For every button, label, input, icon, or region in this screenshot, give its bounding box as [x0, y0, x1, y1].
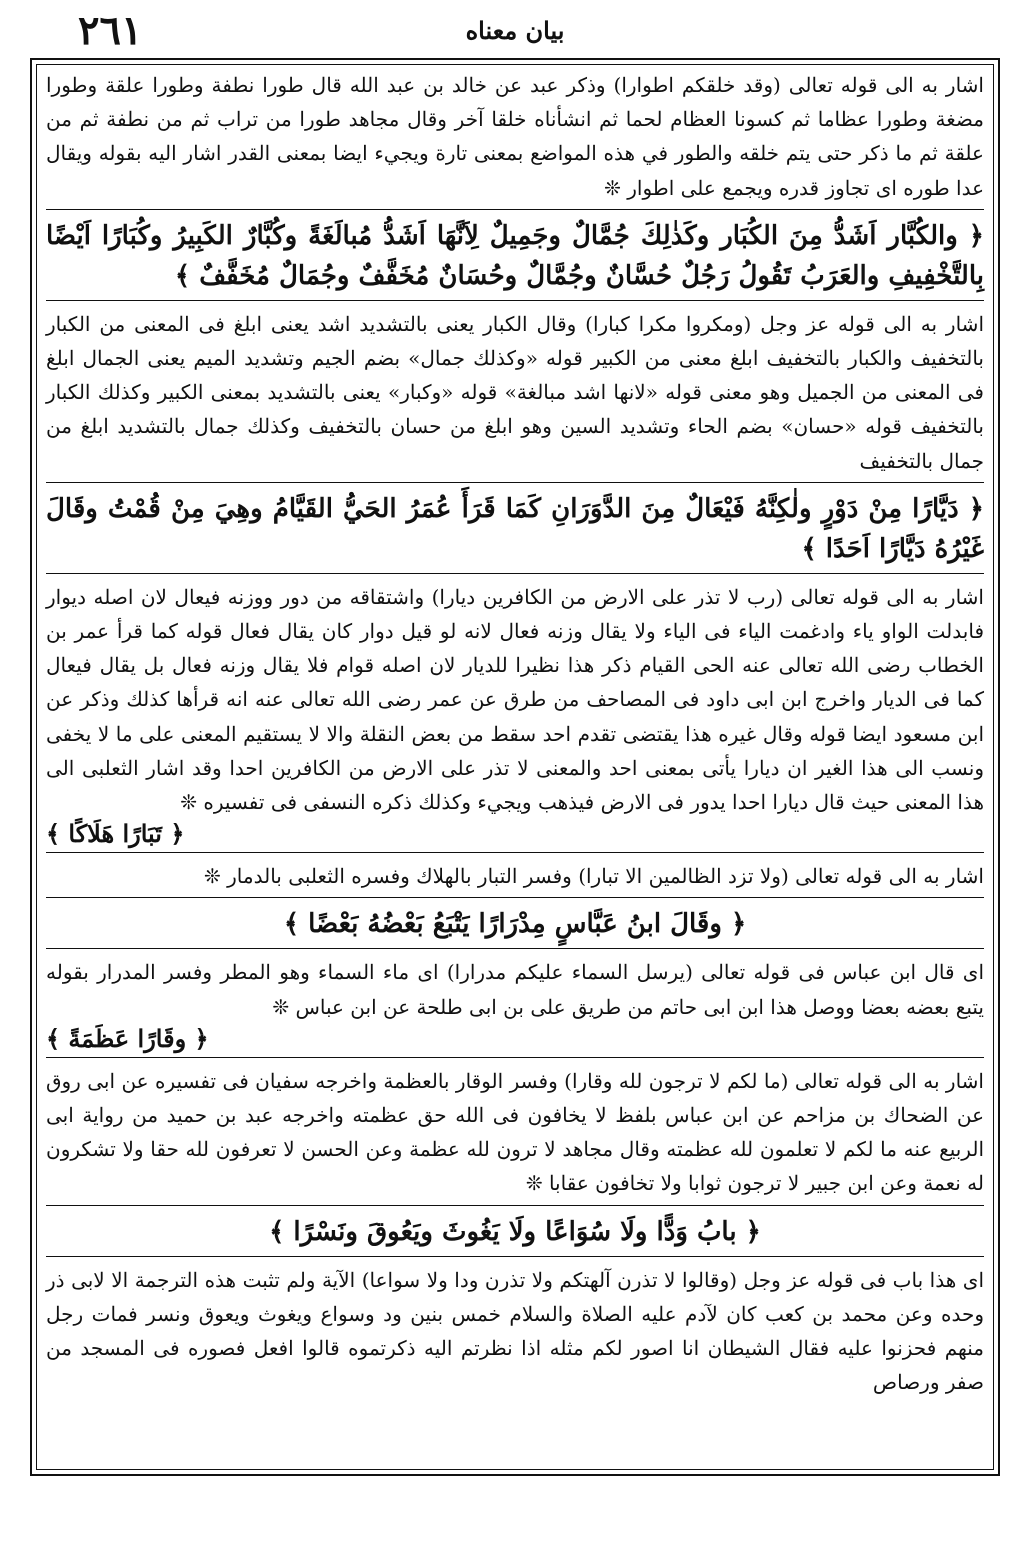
quoted-text: ﴿ دَيَّارًا مِنْ دَوْرٍ ولٰكِنَّهُ فَيْعَالٌ مِنَ الدَّوَرَانِ كَمَا قَرَأَ عُمَرُ الحَيُّ القَيَّامُ وهِيَ مِنْ قُمْتُ وقَالَ غَيْرُهُ دَيَّارًا اَحَدًا ﴾ — [46, 493, 984, 564]
inline-quote-row — [46, 819, 984, 848]
section-divider — [46, 897, 984, 898]
running-title: بيان معناه — [465, 16, 565, 45]
commentary-paragraph: اشار به الى قوله تعالى (وقد خلقكم اطوارا) وذكر عبد عن خالد بن عبد الله قال طورا نطفة وطورا علقة وطورا مضغة وطورا عظاما ثم كسونا العظام لحما ثم انشأناه خلقا آخر وقال مجاهد طورا من تراب ثم من نطفة ثم من علقة ثم ما ذكر حتى يتم خلقه والطور في هذه المواضع بمعنى تارة ويجيء ايضا بمعنى القدر اشار اليه بقوله ويقال عدا طوره اى تجاوز قدره ويجمع على اطوار ❊ — [46, 73, 984, 200]
section-divider — [46, 1057, 984, 1058]
section-divider — [46, 209, 984, 210]
section-divider — [46, 300, 984, 301]
commentary-paragraph: اى قال ابن عباس فى قوله تعالى (يرسل السماء عليكم مدرارا) اى ماء السماء وهو المطر وفسر المدرار بقوله يتبع بعضه بعضا ووصل هذا ابن ابى حاتم من طريق على بن ابى طلحة عن ابن عباس ❊ — [46, 960, 984, 1019]
commentary-with-quote — [46, 580, 984, 819]
section-divider — [46, 1205, 984, 1206]
section-divider — [46, 1256, 984, 1257]
inline-quoted-text: ﴿ تَبَارًا هَلَاكًا ﴾ — [46, 819, 185, 849]
page-number: ٢٦١ — [78, 7, 143, 54]
quoted-text: ﴿ وقَالَ ابنُ عَبَّاسٍ مِدْرَارًا يَتْبَعُ بَعْضُهُ بَعْضًا ﴾ — [283, 909, 747, 940]
commentary-paragraph: اى هذا باب فى قوله عز وجل (وقالوا لا تذرن آلهتكم ولا تذرن ودا ولا سواعا) الآية ولم تثبت هذه الترجمة الا لابى ذر وحده وعن محمد بن كعب كان لآدم عليه الصلاة والسلام خمس بنين ود وسواع ويغوث ويعوق ونسر فمات رجل منهم فحزنوا عليه فقال الشيطان انا اصور لكم مثله اذا نظرتم اليه ذكرتموه قالوا افعل فصوره فى المسجد من صفر ورصاص — [46, 1267, 984, 1395]
section-divider — [46, 482, 984, 483]
page-header — [30, 7, 1000, 54]
commentary-paragraph: اشار به الى قوله تعالى (رب لا تذر على الارض من الكافرين ديارا) واشتقاقه من دور ووزنه فيعال لان اصله ديوار فابدلت الواو ياء وادغمت الياء فى الياء ولا يقال وزنه فعال لانه لو قيل دوار كان يقال فعال قوله كما قرأ عمر بن الخطاب رضى الله تعالى عنه الحى القيام ذكر هذا نظيرا للديار لان اصله قوام فلا يقال وزنه فعال بل يقال فيعال كما فى الديار واخرج ابن ابى داود فى المصاحف من طرق عن عمر رضى الله تعالى عنه انه قرأها كذلك وذكر عن ابن مسعود ايضا قوله وقال غيره هذا يقتضى تقدم احد سقط من بعض النقلة والا لا يستقيم المعنى على ما لا يخفى ونسب الى هذا الغير ان ديارا يأتى بمعنى احد والمعنى لا تذر على الارض من الكافرين احدا وقد اشار الثعلبى الى هذا المعنى حيث قال ديارا احدا يدور فى الارض فيذهب ويجيء وكذلك ذكره النسفى فى تفسيره ❊ — [46, 584, 985, 815]
commentary-paragraph: اشار به الى قوله عز وجل (ومكروا مكرا كبارا) وقال الكبار يعنى بالتشديد اشد يعنى ابلغ فى المعنى من الكبار بالتخفيف والكبار بالتخفيف ابلغ معنى من الكبير قوله «وكذلك جمال» بضم الجيم وتشديد الميم يعنى الجمال ابلغ فى المعنى من الجميل وهو معنى قوله «لانها اشد مبالغة» قوله «وكبار» يعنى بالتشديد بمعنى الكبير وكذلك الكبار بالتخفيف قوله «حسان» بضم الحاء وتشديد السين وهو ابلغ من حسان بالتخفيف وكذلك جمال بالتشديد ابلغ من جمال بالتخفيف — [46, 311, 984, 473]
commentary-paragraph: اشار به الى قوله تعالى (ما لكم لا ترجون لله وقارا) وفسر الوقار بالعظمة واخرجه سفيان فى تفسيره عن ابى روق عن الضحاك بن مزاحم عن ابن عباس بلفظ لا يخافون فى الله حق عظمته واخرجه عبد بن حميد من رواية ابى الربيع عنه ما لكم لا تعلمون لله عظمته وقال مجاهد لا ترون لله عظمة وعن الحسن لا تعرفون لله حقا ولا تشكرون له نعمة وعن ابن جبير لا ترجون ثوابا ولا تخافون عقابا ❊ — [46, 1068, 984, 1196]
chapter-heading: ﴿ بابُ وَدًّا ولَا سُوَاعًا ولَا يَغُوثَ ويَعُوقَ ونَسْرًا ﴾ — [269, 1216, 761, 1247]
page-body — [46, 68, 984, 1399]
quoted-text: ﴿ والكُبَّار اَشَدُّ مِنَ الكُبَار وكَذٰلِكَ جُمَّالٌ وجَمِيلٌ لِاَنَّهَا اَشَدُّ مُبالَغَةً وكُبَّارٌ الكَبِيرُ وكُبَارًا اَيْضًا بِالتَّخْفِيفِ والعَرَبُ تَقُولُ رَجُلٌ حُسَّانٌ وجُمَّالٌ وحُسَانٌ مُخَفَّفٌ وجُمَالٌ مُخَفَّفٌ ﴾ — [46, 220, 984, 291]
commentary-paragraph: اشار به الى قوله تعالى (ولا تزد الظالمين الا تبارا) وفسر التبار بالهلاك وفسره الثعلبى بالدمار ❊ — [204, 864, 984, 889]
section-divider — [46, 852, 984, 853]
section-divider — [46, 948, 984, 949]
section-divider — [46, 573, 984, 574]
page-frame — [30, 58, 1000, 1476]
inline-quote-row — [46, 1024, 984, 1053]
inline-quoted-text: ﴿ وقَارًا عَظَمَةً ﴾ — [46, 1023, 209, 1053]
